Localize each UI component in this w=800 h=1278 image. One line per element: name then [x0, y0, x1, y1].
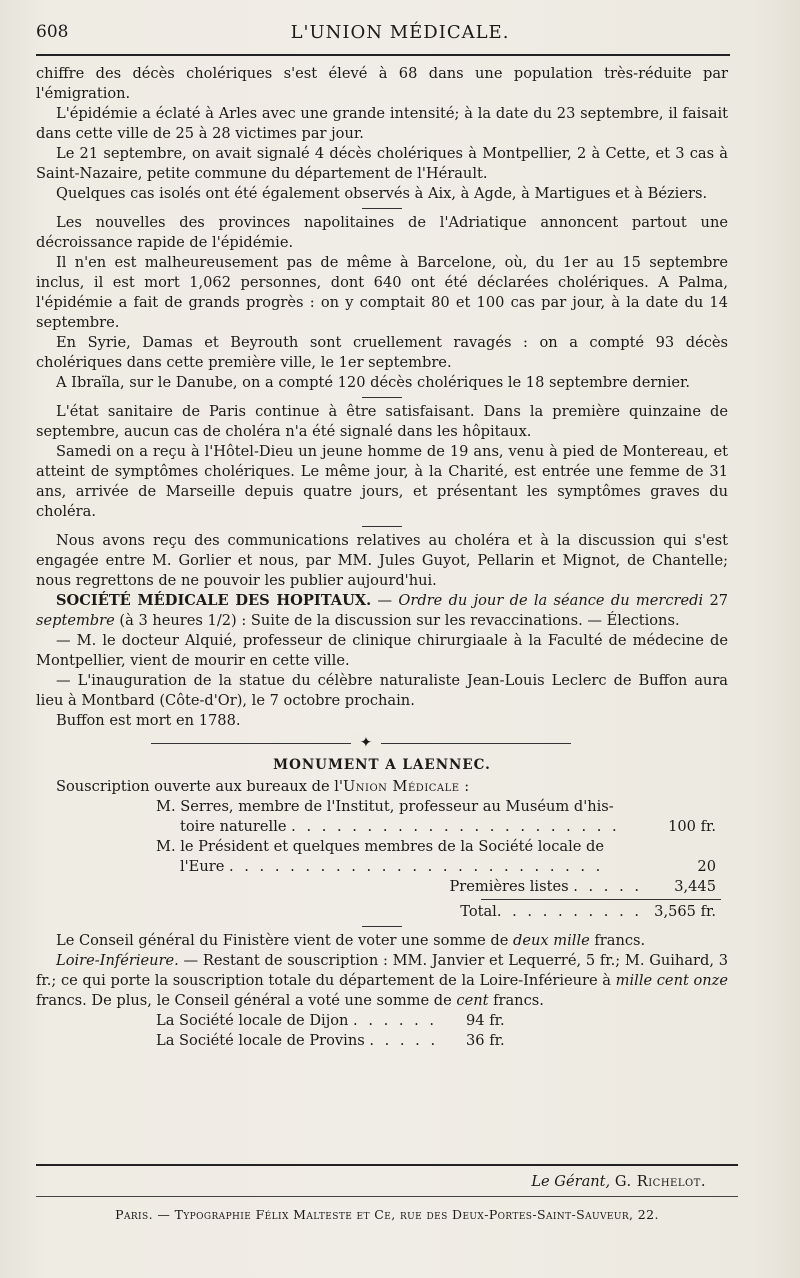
ornamental-divider [36, 733, 728, 753]
paragraph: Les nouvelles des provinces napolitaines de l'Adriatique annoncent partout une décroissance rapide de l'épidémie. [36, 214, 728, 251]
paragraph: chiffre des décès cholériques s'est élevé à 68 dans une population très-réduite par l'émigration. [36, 65, 728, 102]
loire-amount: cent [456, 992, 489, 1009]
total-block [156, 902, 716, 922]
footer-rule [36, 1196, 738, 1197]
subscription-list [156, 797, 716, 897]
section-divider [362, 397, 402, 398]
hospital-society-notice: SOCIÉTÉ MÉDICALE DES HOPITAUX. — Ordre du jour de la séance du mercredi 27 septembre (à 3 heures 1/2) : Suite de la discussion sur les revaccinations. — Élections. [36, 592, 729, 629]
footer-rule [36, 1164, 738, 1166]
society-row [156, 1011, 516, 1031]
total-row [156, 902, 716, 922]
society-row [156, 1031, 516, 1051]
paragraph: Le 21 septembre, on avait signalé 4 décès cholériques à Montpellier, 2 à Cette, et 3 cas à Saint-Nazaire, petite commune du département de l'Hérault. [36, 145, 728, 182]
society-label [156, 1011, 466, 1031]
entry-label [156, 857, 646, 877]
gerant-label: Le Gérant, [531, 1173, 611, 1190]
loire-text-end: francs. [488, 992, 544, 1009]
paragraph: Il n'en est malheureusement pas de même à Barcelone, où, du 1er au 15 septembre inclus, il est mort 1,062 personnes, dont 640 ont été déclarées cholériques. A Palma, l'épidémie a fait de grands progrès : on y comptait 80 et 100 cas par jour, à la date du 14 septembre. [36, 254, 728, 331]
total-label-text: Total [460, 903, 497, 920]
paragraph: A Ibraïla, sur le Danube, on a compté 120 décès cholériques le 18 septembre dernier. [56, 374, 691, 391]
society-list [156, 1011, 516, 1051]
finistere-amount: deux mille [513, 932, 590, 949]
paragraph: L'épidémie a éclaté à Arles avec une grande intensité; à la date du 23 septembre, il faisait dans cette ville de 25 à 28 victimes par jour. [36, 105, 728, 142]
intro-text: Souscription ouverte aux bureaux de l' [56, 778, 343, 795]
paragraph: Buffon est mort en 1788. [56, 712, 241, 729]
entry-amount: 100 fr. [668, 818, 716, 835]
article-body [36, 64, 728, 1051]
notice-lead: SOCIÉTÉ MÉDICALE DES HOPITAUX. [56, 592, 372, 609]
society-amount: 36 fr. [466, 1032, 505, 1049]
ornament-icon: ✦ [351, 733, 381, 753]
society-name: La Société locale de Provins [156, 1032, 365, 1049]
previous-lists-row [156, 877, 716, 897]
loire-paragraph [36, 951, 728, 1011]
society-label [156, 1031, 466, 1051]
leader-dots: . . . . . . . . . . . . . . . . . . . . . . [291, 818, 620, 835]
section-divider [362, 526, 402, 527]
gerant-signature [531, 1173, 706, 1190]
header-rule [36, 54, 730, 56]
loire-amount: mille cent onze [615, 972, 728, 989]
loire-text: — Restant de souscription : MM. Janvier et Lequerré, 5 fr.; M. Guihard, 3 fr.; ce qui porte la souscription totale du département de la Loire-Inférieure à [36, 952, 728, 989]
leader-dots: . . . . . . . . . . . . . . . . . . . . . . . . . [229, 858, 604, 875]
intro-colon: : [459, 778, 470, 795]
paragraph: L'état sanitaire de Paris continue à être satisfaisant. Dans la première quinzaine de septembre, aucun cas de choléra n'a été signalé dans les hôpitaux. [36, 403, 728, 440]
subscription-entry [156, 837, 716, 877]
running-title: L'UNION MÉDICALE. [290, 22, 510, 43]
printer-imprint: Paris. — Typographie Félix Malteste et Ce, rue des Deux-Portes-Saint-Sauveur, 22. [115, 1207, 659, 1222]
finistere-text: Le Conseil général du Finistère vient de voter une somme de [56, 932, 514, 949]
leader-dots: . . . . . . . . . . [496, 903, 642, 920]
page-header [36, 22, 764, 46]
notice-italic: septembre [36, 612, 115, 629]
subscription-intro [36, 777, 728, 797]
monument-title: MONUMENT A LAENNEC. [273, 757, 491, 773]
section-divider [362, 208, 402, 209]
loire-text: francs. De plus, le Conseil général a voté une somme de [36, 992, 457, 1009]
notice-italic: Ordre du jour de la séance du mercredi [398, 592, 704, 609]
paragraph: — M. le docteur Alquié, professeur de clinique chirurgiaale à la Faculté de médecine de Montpellier, vient de mourir en cette ville. [36, 632, 728, 669]
paragraph: Samedi on a reçu à l'Hôtel-Dieu un jeune homme de 19 ans, venu à pied de Montereau, et atteint de symptômes cholériques. Le même jour, à la Charité, est entrée une femme de 31 ans, arrivée de Marseille depuis quatre jours, et présentant les symptômes graves du choléra. [36, 443, 728, 520]
paragraph: Quelques cas isolés ont été également observés à Aix, à Agde, à Martigues et à Béziers. [56, 185, 708, 202]
entry-label [156, 817, 646, 837]
finistere-paragraph [36, 931, 728, 951]
total-label [156, 902, 646, 922]
finistere-text-end: francs. [589, 932, 646, 949]
paragraph: En Syrie, Damas et Beyrouth sont cruellement ravagés : on a compté 93 décès cholériques dans cette première ville, le 1er septembre. [36, 334, 728, 371]
notice-rest: (à 3 heures 1/2) : Suite de la discussion sur les revaccinations. — Élections. [119, 612, 680, 629]
previous-label [156, 877, 646, 897]
leader-dots: . . . . . [369, 1032, 439, 1049]
total-amount: 3,565 fr. [654, 903, 716, 920]
entry-line [156, 817, 716, 837]
society-name: La Société locale de Dijon [156, 1012, 349, 1029]
entry-line: M. Serres, membre de l'Institut, professeur au Muséum d'his- [156, 798, 614, 815]
journal-name: Union Médicale [342, 778, 460, 795]
total-rule [481, 899, 721, 900]
paragraph: — L'inauguration de la statue du célèbre naturaliste Jean-Louis Leclerc de Buffon aura lieu à Montbard (Côte-d'Or), le 7 octobre prochain. [36, 672, 728, 709]
paragraph: Nous avons reçu des communications relatives au choléra et à la discussion qui s'est engagée entre M. Gorlier et nous, par MM. Jules Guyot, Pellarin et Mignot, de Chantelle; nous regrettons de ne pouvoir les publier aujourd'hui. [36, 532, 728, 589]
previous-amount: 3,445 [674, 878, 716, 895]
gerant-name: G. Richelot. [614, 1173, 706, 1190]
section-divider [362, 926, 402, 927]
leader-dots: . . . . . . [353, 1012, 438, 1029]
leader-dots: . . . . . [573, 878, 642, 895]
notice-date: 27 [709, 592, 729, 609]
society-amount: 94 fr. [466, 1012, 505, 1029]
page-number: 608 [36, 22, 69, 42]
entry-amount: 20 [697, 858, 716, 875]
entry-label-text: toire naturelle [180, 818, 287, 835]
subscription-entry [156, 797, 716, 837]
loire-heading: Loire-Inférieure. [56, 952, 179, 969]
entry-line: M. le Président et quelques membres de la Société locale de [156, 838, 604, 855]
entry-label-text: l'Eure [180, 858, 225, 875]
previous-label-text: Premières listes [449, 878, 569, 895]
entry-line [156, 857, 716, 877]
